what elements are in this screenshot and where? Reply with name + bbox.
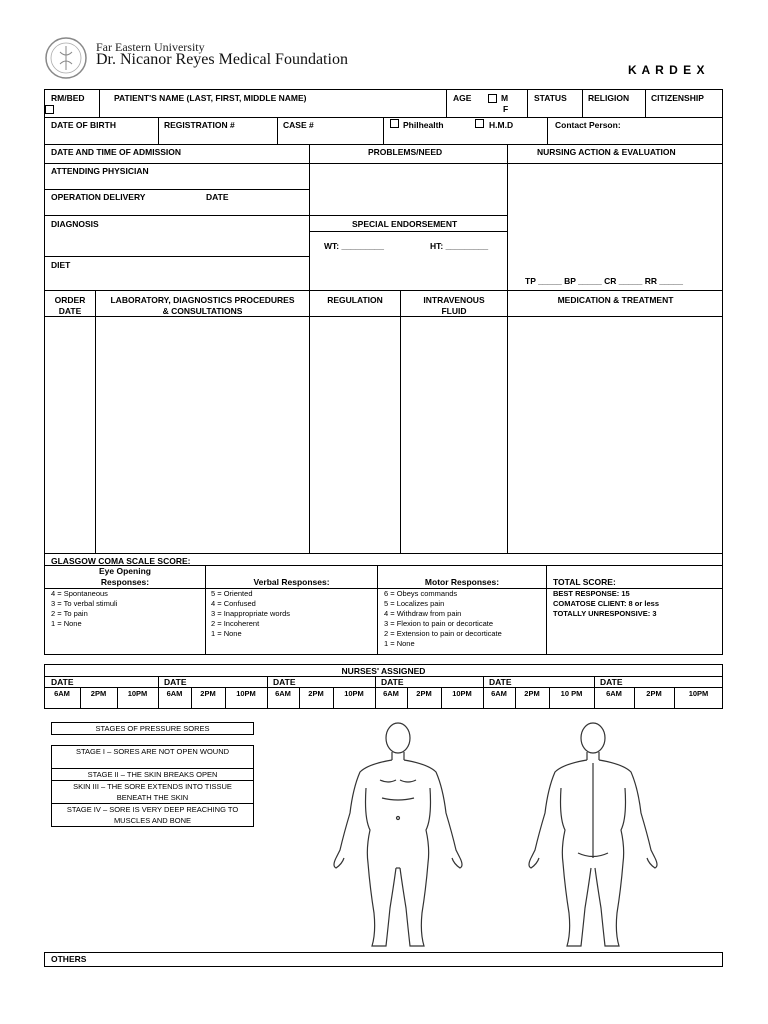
order-date-label-1: ORDER: [54, 295, 86, 305]
eye-item: 3 = To verbal stimuli: [51, 599, 118, 608]
verbal-response-label: Verbal Responses:: [253, 577, 330, 587]
motor-item: 2 = Extension to pain or decorticate: [384, 629, 502, 638]
shift-label: 6AM: [606, 689, 622, 698]
vital-signs-field[interactable]: TP _____ BP _____ CR _____ RR _____: [525, 276, 683, 286]
age-label: AGE: [453, 93, 472, 103]
shift-label: 6AM: [54, 689, 70, 698]
admission-datetime-label: DATE AND TIME OF ADMISSION: [51, 147, 182, 157]
status-label: STATUS: [534, 93, 567, 103]
motor-item: 6 = Obeys commands: [384, 589, 458, 598]
shift-label: 2PM: [200, 689, 216, 698]
shift-label: 6AM: [166, 689, 183, 698]
lab-procedures-label-2: & CONSULTATIONS: [162, 306, 243, 316]
rm-bed-checkbox[interactable]: [45, 105, 54, 114]
diet-label: DIET: [51, 260, 71, 270]
verbal-item: 3 = Inappropriate words: [211, 609, 291, 618]
orders-box: [44, 290, 723, 554]
philhealth-label: Philhealth: [403, 120, 444, 130]
eye-item: 1 = None: [51, 619, 82, 628]
iv-fluid-label-2: FLUID: [441, 306, 467, 316]
nurse-date-label: DATE: [273, 677, 296, 687]
eye-item: 2 = To pain: [51, 609, 88, 618]
eye-opening-label-2: Responses:: [100, 577, 150, 587]
shift-label: 10PM: [344, 689, 364, 698]
shift-label: 10PM: [127, 689, 148, 698]
attending-physician-label: ATTENDING PHYSICIAN: [51, 166, 149, 176]
patient-name-label: PATIENT'S NAME (LAST, FIRST, MIDDLE NAME): [114, 93, 307, 103]
stage-2-text: STAGE II – THE SKIN BREAKS OPEN: [87, 770, 218, 779]
others-label: OTHERS: [51, 954, 87, 964]
hmd-label: H.M.D: [489, 120, 514, 130]
iv-fluid-label-1: INTRAVENOUS: [423, 295, 485, 305]
contact-person-label: Contact Person:: [555, 120, 621, 130]
gcs-title: GLASGOW COMA SCALE SCORE:: [51, 556, 191, 566]
nurse-date-label: DATE: [164, 677, 187, 687]
special-endorsement-label: SPECIAL ENDORSEMENT: [352, 219, 458, 229]
height-field[interactable]: HT: _________: [430, 241, 489, 251]
verbal-item: 4 = Confused: [211, 599, 256, 608]
shift-label: 10PM: [688, 689, 709, 698]
verbal-item: 1 = None: [211, 629, 242, 638]
motor-response-label: Motor Responses:: [424, 577, 500, 587]
shift-label: 2PM: [90, 689, 107, 698]
shift-label: 10PM: [236, 689, 256, 698]
shift-label: 10PM: [452, 689, 472, 698]
verbal-item: 5 = Oriented: [211, 589, 253, 598]
philhealth-checkbox[interactable]: [390, 119, 399, 128]
nurse-date-label: DATE: [51, 677, 74, 687]
rm-bed-label: RM/BED: [51, 93, 85, 103]
stage-3-text: SKIN III – THE SORE EXTENDS INTO TISSUE BENEATH THE SKIN: [73, 782, 232, 802]
shift-label: 10 PM: [560, 689, 583, 698]
shift-label: 6AM: [383, 689, 399, 698]
total-score-label: TOTAL SCORE:: [553, 577, 616, 587]
motor-item: 5 = Localizes pain: [384, 599, 445, 608]
citizenship-label: CITIZENSHIP: [651, 93, 704, 103]
shift-label: 2PM: [308, 689, 324, 698]
motor-item: 1 = None: [384, 639, 415, 648]
motor-item: 4 = Withdraw from pain: [384, 609, 462, 618]
stage-4-text: STAGE IV – SORE IS VERY DEEP REACHING TO MUSCLES AND BONE: [66, 805, 239, 825]
total-item: BEST RESPONSE: 15: [553, 589, 630, 598]
shift-label: 6AM: [275, 689, 291, 698]
order-date-label-2: DATE: [58, 306, 82, 316]
nurse-date-label: DATE: [600, 677, 623, 687]
body-diagram-back[interactable]: [498, 718, 688, 953]
others-box: [44, 952, 723, 967]
diagnosis-label: DIAGNOSIS: [51, 219, 99, 229]
total-item: COMATOSE CLIENT: 8 or less: [553, 599, 659, 608]
body-diagram-front[interactable]: [298, 718, 498, 953]
university-name: Far Eastern University: [96, 40, 205, 54]
shift-label: 2PM: [646, 689, 662, 698]
hospital-logo: [44, 36, 88, 80]
eye-opening-label-1: Eye Opening: [99, 566, 151, 576]
religion-label: RELIGION: [588, 93, 630, 103]
foundation-name: Dr. Nicanor Reyes Medical Foundation: [96, 51, 348, 68]
nurses-assigned-title: NURSES' ASSIGNED: [341, 666, 426, 676]
form-title: K A R D E X: [628, 63, 706, 77]
shift-label: 6AM: [491, 689, 507, 698]
total-item: TOTALLY UNRESPONSIVE: 3: [553, 609, 657, 618]
regulation-label: REGULATION: [327, 295, 383, 305]
operation-delivery-label: OPERATION DELIVERY: [51, 192, 146, 202]
lab-procedures-label-1: LABORATORY, DIAGNOSTICS PROCEDURES: [110, 295, 295, 305]
medication-treatment-label: MEDICATION & TREATMENT: [557, 295, 674, 305]
pressure-sores-title: STAGES OF PRESSURE SORES: [95, 724, 210, 733]
nursing-action-label: NURSING ACTION & EVALUATION: [537, 147, 676, 157]
problems-need-label: PROBLEMS/NEED: [368, 147, 443, 157]
dob-label: DATE OF BIRTH: [51, 120, 117, 130]
nurse-date-label: DATE: [381, 677, 404, 687]
stage-1-text: STAGE I – SORES ARE NOT OPEN WOUND: [75, 747, 230, 756]
eye-item: 4 = Spontaneous: [51, 589, 108, 598]
verbal-item: 2 = Incoherent: [211, 619, 260, 628]
motor-item: 3 = Flexion to pain or decorticate: [384, 619, 494, 628]
weight-field[interactable]: WT: _________: [324, 241, 385, 251]
registration-label: REGISTRATION #: [164, 120, 235, 130]
shift-label: 2PM: [416, 689, 432, 698]
sex-checkbox[interactable]: [488, 94, 497, 103]
hmd-checkbox[interactable]: [475, 119, 484, 128]
operation-date-label: DATE: [206, 192, 229, 202]
shift-label: 2PM: [524, 689, 540, 698]
sex-f-label: F: [503, 104, 509, 114]
nurse-date-label: DATE: [489, 677, 512, 687]
case-label: CASE #: [283, 120, 314, 130]
sex-m-label: M: [501, 93, 509, 103]
